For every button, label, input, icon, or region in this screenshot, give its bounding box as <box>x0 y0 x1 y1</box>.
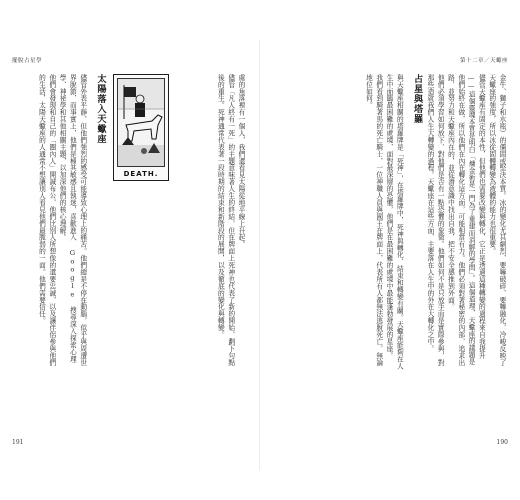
section-heading-sun-scorpio: 太陽落入天蠍座 <box>95 74 106 144</box>
death-card-illustration <box>117 78 165 167</box>
right-para-1: 金牛、獅子和水瓶）的僵固或堅決本質。冰的變化尤其劇烈，要嘛破碎、要嘛融化，冷峻反映了天蠍座的強度，所以冰從固體轉變為液體的能力也很重要。 <box>487 74 506 366</box>
right-para-3: 他們必須學習如何放下、對他們是否有一點恐懼的象徵。他們如何不是只放手而是實際參與，對那些造就我們人生大轉變的過程。天蠍座在這些方面，主要落在人生中的外在大轉化之中。 <box>425 74 445 366</box>
section-heading-astrology-tarot: 占星與塔羅 <box>411 74 423 124</box>
right-para-4: 與天蠍座相關的塔羅牌是「死神」，在塔羅牌中，死神與轉化、結束和轉變有關。天蠍座能夠在人生中面臨最困難的處境，面對最深層的恐懼，他們是在最困難的處境中最能蓬勃發展的星座。 <box>385 74 404 370</box>
right-page-number: 190 <box>496 439 508 446</box>
death-tarot-card <box>113 74 169 181</box>
left-page-text-lower <box>12 74 108 372</box>
left-para-3: 儘管外表平靜，但他們強烈的感受可能導致心理上的痛苦。他們總是不停在動腦，似乎與周遭世界脫節，而事實上，他們是極其敏感且執迷，喜歡進入 Google 搜尋深入探索心理學、神祕學和其他相關主題，以加深他們的核心理解。 <box>58 74 87 366</box>
book-spine <box>259 40 260 470</box>
right-para-5: 我們看到騎著馬的死亡騎士，一位神職人員與國王在牌面上，代表所有人都無法逃脫死亡，無論地位如何。 <box>364 74 383 366</box>
left-para-4: 他們會發現和自己的「圈內人」開誠布公，他們比別人所想像的還要忠誠，以及讓伴侶參與他們的生活，太陽天蠍座的人通常不想讓別人看見他們最脆弱的一面。他們需要信任。 <box>37 74 56 366</box>
left-running-head: 擺脫占星學 <box>12 58 43 64</box>
left-page-number: 191 <box>12 439 24 446</box>
right-running-head: 第十二章／天蠍座 <box>459 58 508 64</box>
left-page-text-upper <box>176 74 246 372</box>
right-para-2: 儘管天蠍座有固定的本性，但他們也需要改變與轉化，它正是透過這種轉變的過程來自我提升——這個靈魂本質是明白「煉金術是一門為了重建而消解的學問」。這個道理，天蠍座的議題是他們始終在做，所以他們在內在轉化這方面，可能相當有力。他們必須對著秘密的內部，追求出路，並努力和天蠍座內在的，並從潛意識中找出自我，把不安全感推到外面。 <box>446 74 486 366</box>
right-page-text <box>285 74 507 372</box>
left-para-1: 處的角落裡有一個人，我們還看見太陽從地平線上升起。 <box>237 74 245 248</box>
left-para-2: 儘管「凡人終有一死」的主題意味著人生的終結，但在牌面上死神也代表了新的開始、劃下句點後的重生。死神通常代表著一段時期的結束和新階段的展開，以及徹底的變化與轉變。 <box>216 74 235 366</box>
death-card-artwork <box>118 79 165 167</box>
death-card-label: DEATH. <box>123 170 159 178</box>
